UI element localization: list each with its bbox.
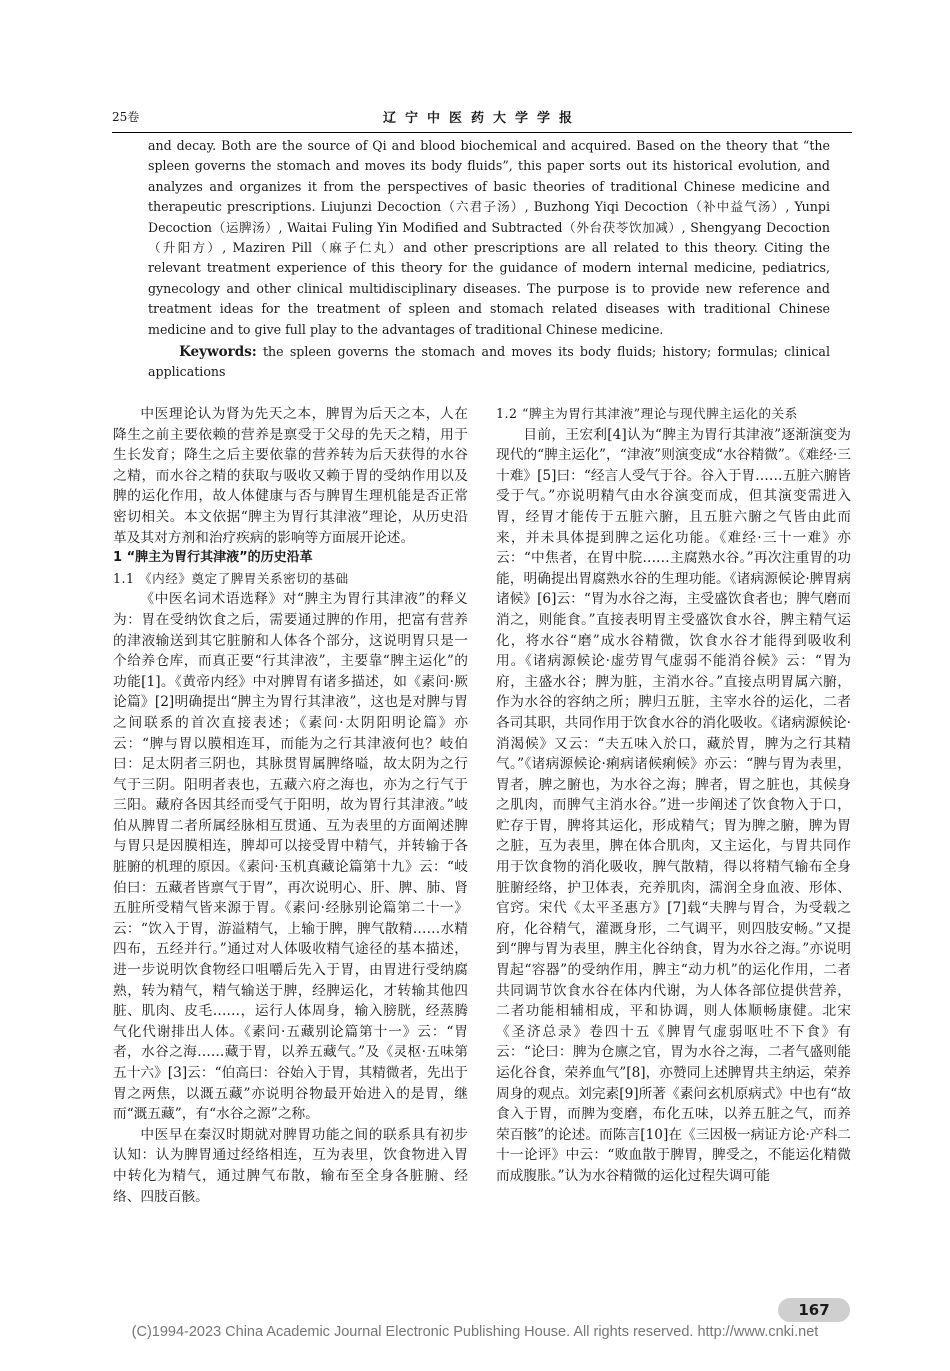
body-paragraph: 目前，王宏利[4]认为“脾主为胃行其津液”逐渐演变为现代的“脾主运化”，“津液”则演变成“水谷精微”。《难经·三十难》[5]曰：“经言人受气于谷。谷入于胃……五脏六腑皆受于气。”亦说明精气由水谷演变而成，但其演变需进入胃，经胃才能传于五脏六腑，且五脏六腑之气皆由此而来，并未具体提到脾之运化功能。《难经·三十一难》亦云：“中焦者，在胃中脘……主腐熟水谷。”再次注重胃的功能，明确提出胃腐熟水谷的生理功能。《诸病源候论·脾胃病诸候》[6]云：“胃为水谷之海，主受盛饮食者也；脾气磨而消之，则能食。”直接表明胃主受盛饮食水谷，脾主精气运化，将水谷“磨”成水谷精微，饮食水谷才能得到吸收利用。《诸病源候论·虚劳胃气虚弱不能消谷候》云：“胃为府，主盛水谷；脾为脏，主消水谷。”直接点明胃属六腑，作为水谷的容纳之所；脾归五脏，主宰水谷的运化，二者各司其职，共同作用于饮食水谷的消化吸收。《诸病源候论·消渴候》又云：“夫五味入於口，藏於胃，脾为之行其精气。”《诸病源候论·痢病诸候痢候》亦云：“脾与胃为表里，胃者，脾之腑也，为水谷之海；脾者，胃之脏也，其候身之肌肉，而脾气主消水谷。”进一步阐述了饮食物入于口，贮存于胃，脾将其运化，形成精气；胃为脾之腑，脾为胃之脏，互为表里，脾在体合肌肉，又主运化，与胃共同作用于饮食物的消化吸收，脾气散精，得以将精气输布全身脏腑经络，护卫体表，充养肌肉，濡润全身血液、形体、官窍。宋代《太平圣惠方》[7]载“夫脾与胃合，为受载之府，化谷精气，灌溉身形，二气调平，则四肢安畅。”又提到“脾与胃为表里，脾主化谷纳食，胃为水谷之海。”亦说明胃起“容器”的受纳作用，脾主“动力机”的运化作用，二者共同调节饮食水谷在体内代谢，为人体各部位提供营养，二者功能相辅相成，平和协调，则人体顺畅康健。北宋《圣济总录》卷四十五《脾胃气虚弱呕吐不下食》有云：“论曰：脾为仓廪之官，胃为水谷之海，二者气盛则能运化谷食，荣养血气”[8]，亦赞同上述脾胃共主纳运，荣养周身的观点。刘完素[9]所著《素问玄机原病式》中也有“故食入于胃，而脾为变磨，布化五味，以养五脏之气，而养荣百骸”的论述。而陈言[10]在《三因极一病证方论·产科二十一论评》中云：“败血散于脾胃，脾受之，不能运化精微而成腹胀。”认为水谷精微的运化过程失调可能 — [496, 426, 851, 1184]
abstract-text: and decay. Both are the source of Qi and blood biochemical and acquired. Based on the theory that “the spleen governs the stomach and moves its body fluids”, this paper sorts out its historical evolution, and analyzes and organizes it from the perspectives of basic theories of traditional Chinese medicine and therapeutic prescriptions. Liujunzi Decoction（六君子汤）, Buzhong Yiqi Decoction（补中益气汤）, Yunpi Decoction（运脾汤）, Waitai Fuling Yin Modified and Subtracted（外台茯苓饮加减）, Shengyang Decoction（升阳方）, Maziren Pill（麻子仁丸）and other prescriptions are all related to this theory. Citing the relevant treatment experience of this theory for the guidance of modern internal medicine, pediatrics, gynecology and other clinical multidisciplinary diseases. The purpose is to provide new reference and treatment ideas for the treatment of spleen and stomach related diseases with traditional Chinese medicine and to give full play to the advantages of traditional Chinese medicine. — [148, 138, 830, 337]
left-column — [113, 404, 468, 1207]
body-paragraph: 中医早在秦汉时期就对脾胃功能之间的联系具有初步认知：认为脾胃通过经络相连，互为表里，饮食物进入胃中转化为精气，通过脾气布散，输布至全身各脏腑、经络、四肢百骸。 — [113, 1126, 468, 1205]
section-1-2-heading: 1.2 “脾主为胃行其津液”理论与现代脾主运化的关系 — [496, 406, 798, 421]
volume-label: 25卷 — [112, 110, 140, 124]
intro-paragraph: 中医理论认为肾为先天之本，脾胃为后天之本，人在降生之前主要依赖的营养是禀受于父母的先天之精，用于生长发育；降生之后主要依靠的营养转为后天获得的水谷之精，而水谷之精的获取与吸收又赖于胃的受纳作用以及脾的运化作用，故人体健康与否与脾胃生理机能是否正常密切相关。本文依据“脾主为胃行其津液”理论，从历史沿革及其对方剂和治疗疾病的影响等方面展开论述。 — [113, 406, 468, 546]
section-1-heading: 1 “脾主为胃行其津液”的历史沿革 — [113, 550, 313, 566]
keywords-text: the spleen governs the stomach and moves its body fluids; history; formulas; clinical applications — [148, 344, 830, 380]
keywords-line — [148, 342, 830, 383]
english-abstract — [148, 136, 830, 383]
right-column — [496, 404, 851, 1187]
body-paragraph: 《中医名词术语选释》对“脾主为胃行其津液”的释义为：胃在受纳饮食之后，需要通过脾的作用，把富有营养的津液输送到其它脏腑和人体各个部分，这说明胃只是一个给养仓库，而真正要“行其津液”，主要靠“脾主运化”的功能[1]。《黄帝内经》中对脾胃有诸多描述，如《素问·厥论篇》[2]明确提出“脾主为胃行其津液”，这也是对脾与胃之间联系的首次直接表述；《素问·太阴阳明论篇》亦云：“脾与胃以膜相连耳，而能为之行其津液何也？岐伯曰：足太阴者三阴也，其脉贯胃属脾络嗌，故太阴为之行气于三阴。阳明者表也，五藏六府之海也，亦为之行气于三阳。藏府各因其经而受气于阳明，故为胃行其津液。”岐伯从脾胃二者所属经脉相互贯通、互为表里的方面阐述脾与胃只是因膜相连，脾却可以接受胃中精气，并转输于各脏腑的机理的原因。《素问·玉机真藏论篇第十九》云：“岐伯曰：五藏者皆禀气于胃”，再次说明心、肝、脾、肺、肾五脏所受精气皆来源于胃。《素问·经脉别论篇第二十一》云：“饮入于胃，游溢精气，上输于脾，脾气散精……水精四布，五经并行。”通过对人体吸收精气途径的基本描述，进一步说明饮食物经口咀嚼后先入于胃，由胃进行受纳腐熟，转为精气，精气输送于脾，经脾运化，才转输其他四脏、肌肉、皮毛……，运行人体周身，输入膀胱，经蒸腾气化代谢排出人体。《素问·五藏别论篇第十一》云：“胃者，水谷之海……藏于胃，以养五藏气。”及《灵枢·五味第五十六》[3]云：“伯高曰：谷始入于胃，其精微者，先出于胃之两焦，以溉五藏”亦说明谷物最开始进入的是胃，继而“溉五藏”，有“水谷之源”之称。 — [113, 591, 468, 1123]
copyright-footer: (C)1994-2023 China Academic Journal Electronic Publishing House. All rights reserved. http://www.cnki.net — [131, 1324, 819, 1340]
section-1-1-heading: 1.1 《内经》奠定了脾胃关系密切的基础 — [113, 570, 349, 586]
journal-title: 辽宁中医药大学学报 — [382, 111, 581, 126]
running-header — [112, 106, 852, 133]
keywords-label: Keywords: — [179, 344, 257, 361]
page-number: 167 — [778, 1298, 850, 1322]
